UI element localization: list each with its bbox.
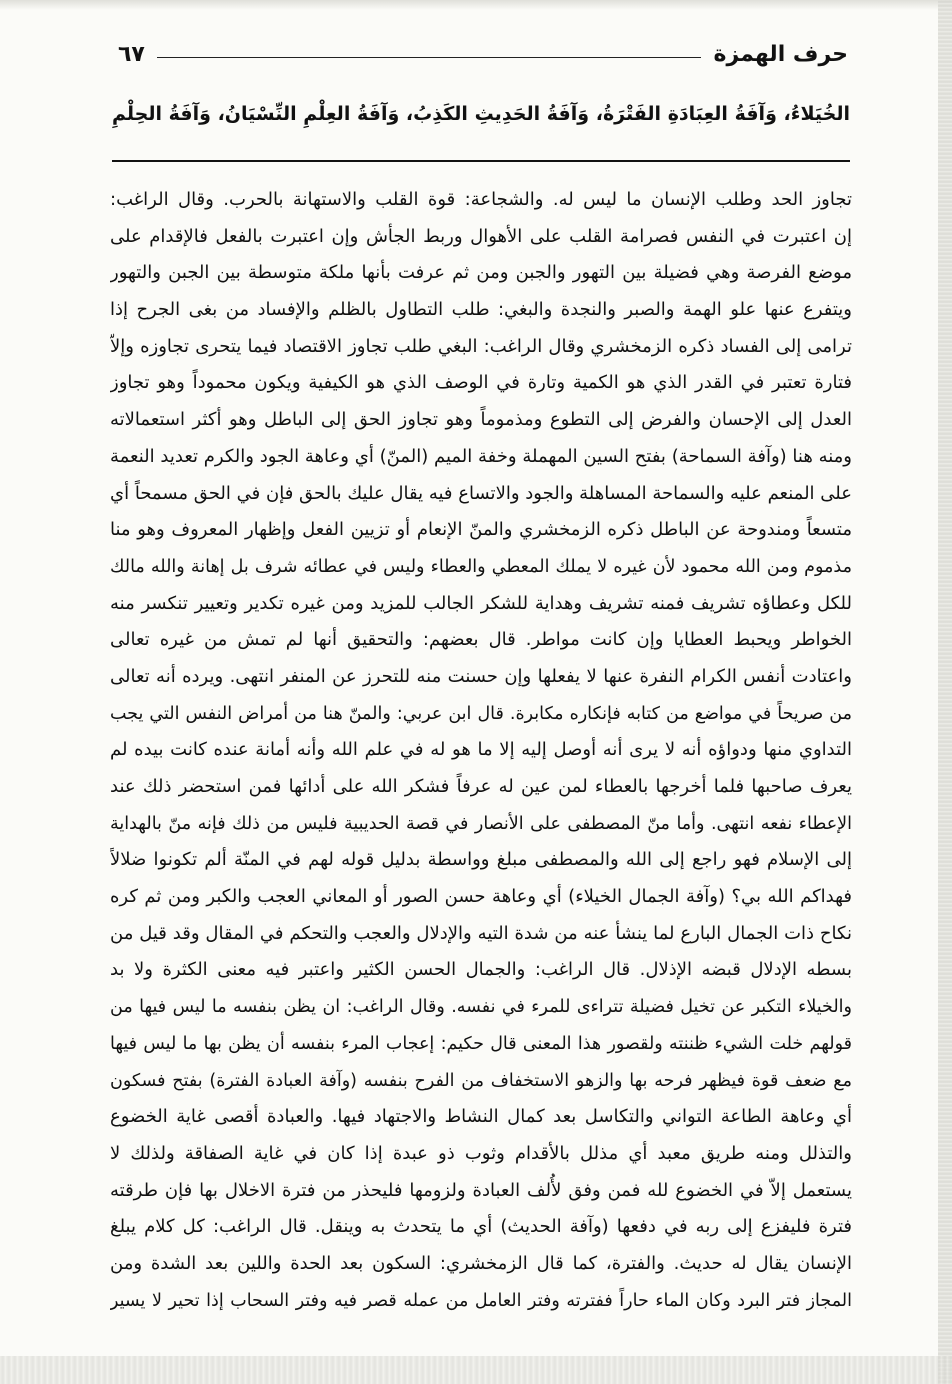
text-divider [112, 160, 850, 162]
commentary-line: يستعمل إلاّ في الخضوع لله فمن وفق لأُلف العبادة ولزومها فليحذر من فترة الاخلال بها فإن طرقته [110, 1179, 852, 1201]
commentary-line: متسعاً ومندوحة عن الباطل ذكره الزمخشري والمنّ الإنعام أو تزيين الفعل وإظهار المعروف وهو منا [110, 519, 852, 541]
commentary-line: من صريحاً في مواضع من كتابه فإنكاره مكابرة. قال ابن عربي: والمنّ هنا من أمراض النفس التي يجب [110, 703, 852, 724]
commentary-line: مذموم ومن الله محمود لأن غيره لا يملك المعطي والعطاء وليس في عطائه شرف بل إهانة والله مالك [110, 556, 852, 577]
page-number: ٦٧ [118, 41, 145, 67]
commentary-line: مع ضعف قوة فيظهر فرحه بها والزهو الاستخفاف من الفرح بنفسه (وآفة العبادة الفترة) بفتح فسكون [110, 1070, 852, 1091]
page-right-edge [938, 0, 952, 1384]
commentary-line: إن اعتبرت في النفس فصرامة القلب على الأهوال وربط الجأش وإن اعتبرت بالفعل فالإقدام على [110, 225, 852, 247]
commentary-line: على المنعم عليه والسماحة المساهلة والجود والاتساع فيه يقال عليك بالحق فإن في الحق مسمحاً أي [110, 482, 852, 504]
commentary-line: للكل وعطاؤه تشريف فمنه تشريف وهداية للشكر الجالب للمزيد ومن غيره تكدير وتعيير تنكسر منه [110, 592, 852, 614]
commentary-block [110, 182, 852, 1319]
commentary-line: المجاز فتر البرد وكان الماء حاراً ففترته وفتر العامل من عمله قصر فيه وفتر السحاب إذا تحير لا يسير [110, 1290, 852, 1311]
commentary-line: والتذلل ومنه طريق معبد أي مذلل بالأقدام وثوب ذو عبدة إذا كان في غاية الصفاقة ولذلك لا [110, 1142, 852, 1164]
page-bottom-edge [0, 1356, 952, 1384]
commentary-line: العدل إلى الإحسان والفرض إلى التطوع ومذموماً وهو تجاوز الحق إلى الباطل وهو أكثر استعمالاته [110, 409, 852, 431]
commentary-line: والخيلاء التكبر عن تخيل فضيلة تتراءى للمرء في نفسه. وقال الراغب: ان يظن بنفسه ما ليس فيها من [110, 997, 852, 1018]
commentary-line: ويتفرع عنها علو الهمة والصبر والنجدة والبغي: طلب التطاول بالظلم والإفساد من بغى الجرح إذا [110, 299, 852, 321]
page-top-edge [0, 0, 952, 10]
commentary-line: الإعطاء نفعه انتهى. وأما منّ المصطفى على الأنصار في قصة الحديبية فليس من ذلك فإنه منّ بالهداية [110, 813, 852, 834]
commentary-line: فترة فليفزع إلى ربه في دفعها (وآفة الحديث) أي ما يتحدث به وينقل. قال الراغب: كل كلام يبلغ [110, 1216, 852, 1238]
header-rule [157, 57, 702, 58]
chapter-title: حرف الهمزة [713, 41, 848, 67]
commentary-line: نكاح ذات الجمال البارع لما ينشأ عنه من شدة التيه والإدلال والعجب والتحكم في المقال وقد قيل من [110, 922, 852, 944]
commentary-line: الإنسان يقال له حديث. والفترة، كما قال الزمخشري: السكون بعد الحدة واللين بعد الشدة ومن [110, 1252, 852, 1274]
commentary-line: بسطه الإدلال قبضه الإذلال. قال الراغب: والجمال الحسن الكثير واعتبر فيه معنى الكثرة ولا بد [110, 959, 852, 981]
commentary-line: قولهم خلت الشيء ظننته ولقصور هذا المعنى قال حكيم: إعجاب المرء بنفسه أن يظن بها ما ليس فيها [110, 1033, 852, 1054]
commentary-line: ومنه هنا (وآفة السماحة) بفتح السين المهملة وخفة الميم (المنّ) أي وعاهة الجود والكرم تعديد النعمة [110, 445, 852, 467]
commentary-line: تجاوز الحد وطلب الإنسان ما ليس له. والشجاعة: قوة القلب والاستهانة بالحرب. وقال الراغب: [110, 189, 852, 210]
commentary-line: واعتادت أنفس الكرام النفرة عنها لا يفعلها وإن حسنت منه للتحرز عن المنفر انتهى. ويرده أنه تعالى [110, 665, 852, 687]
running-header [118, 36, 848, 72]
commentary-line: الخواطر ويحبط العطايا وإن كانت مواطر. قال بعضهم: والتحقيق أنها لم تمش من غيره تعالى [110, 629, 852, 651]
commentary-line: ترامى إلى الفساد ذكره الزمخشري وقال الراغب: البغي طلب تجاوز الاقتصاد فيما يتحرى تجاوزه وإلاّ [110, 335, 852, 357]
commentary-line: موضع الفرصة وهي فضيلة بين التهور والجبن ومن ثم عرفت بأنها ملكة متوسطة بين الجبن والتهور [110, 262, 852, 284]
matn-text-line: الخُيَلاءُ، وَآفَةُ العِبَادَةِ الفَتْرَةُ، وَآفَةُ الحَدِيثِ الكَذِبُ، وَآفَةُ العِلْمِ النِّسْيَانُ، وَآفَةُ الحِلْمِ [112, 103, 850, 125]
commentary-line: فتارة تعتبر في القدر الذي هو الكمية وتارة في الوصف الذي هو الكيفية ويكون محموداً وهو تجاوز [110, 372, 852, 394]
commentary-line: التداوي منها ودواؤه أنه لا يرى أنه أوصل إليه إلا ما هو له في علم الله وأنه أمانة عنده كانت بيده لم [110, 739, 852, 761]
commentary-line: إلى الإسلام فهو راجع إلى الله والمصطفى مبلغ وواسطة بدليل قوله لهم في المنّة ألم تكونوا ضلالاً [110, 849, 852, 871]
commentary-line: أي وعاهة الطاعة التواني والتكاسل بعد كمال النشاط والاجتهاد فيها. والعبادة أقصى غاية الخضوع [110, 1106, 852, 1128]
commentary-line: يعرف صاحبها فلما أخرجها بالعطاء لمن عين له عرفاً فشكر الله على أدائها فمن استحضر ذلك عند [110, 776, 852, 797]
commentary-line: فهداكم الله بي؟ (وآفة الجمال الخيلاء) أي وعاهة حسن الصور أو المعاني العجب والكبر ومن ثم كره [110, 886, 852, 908]
